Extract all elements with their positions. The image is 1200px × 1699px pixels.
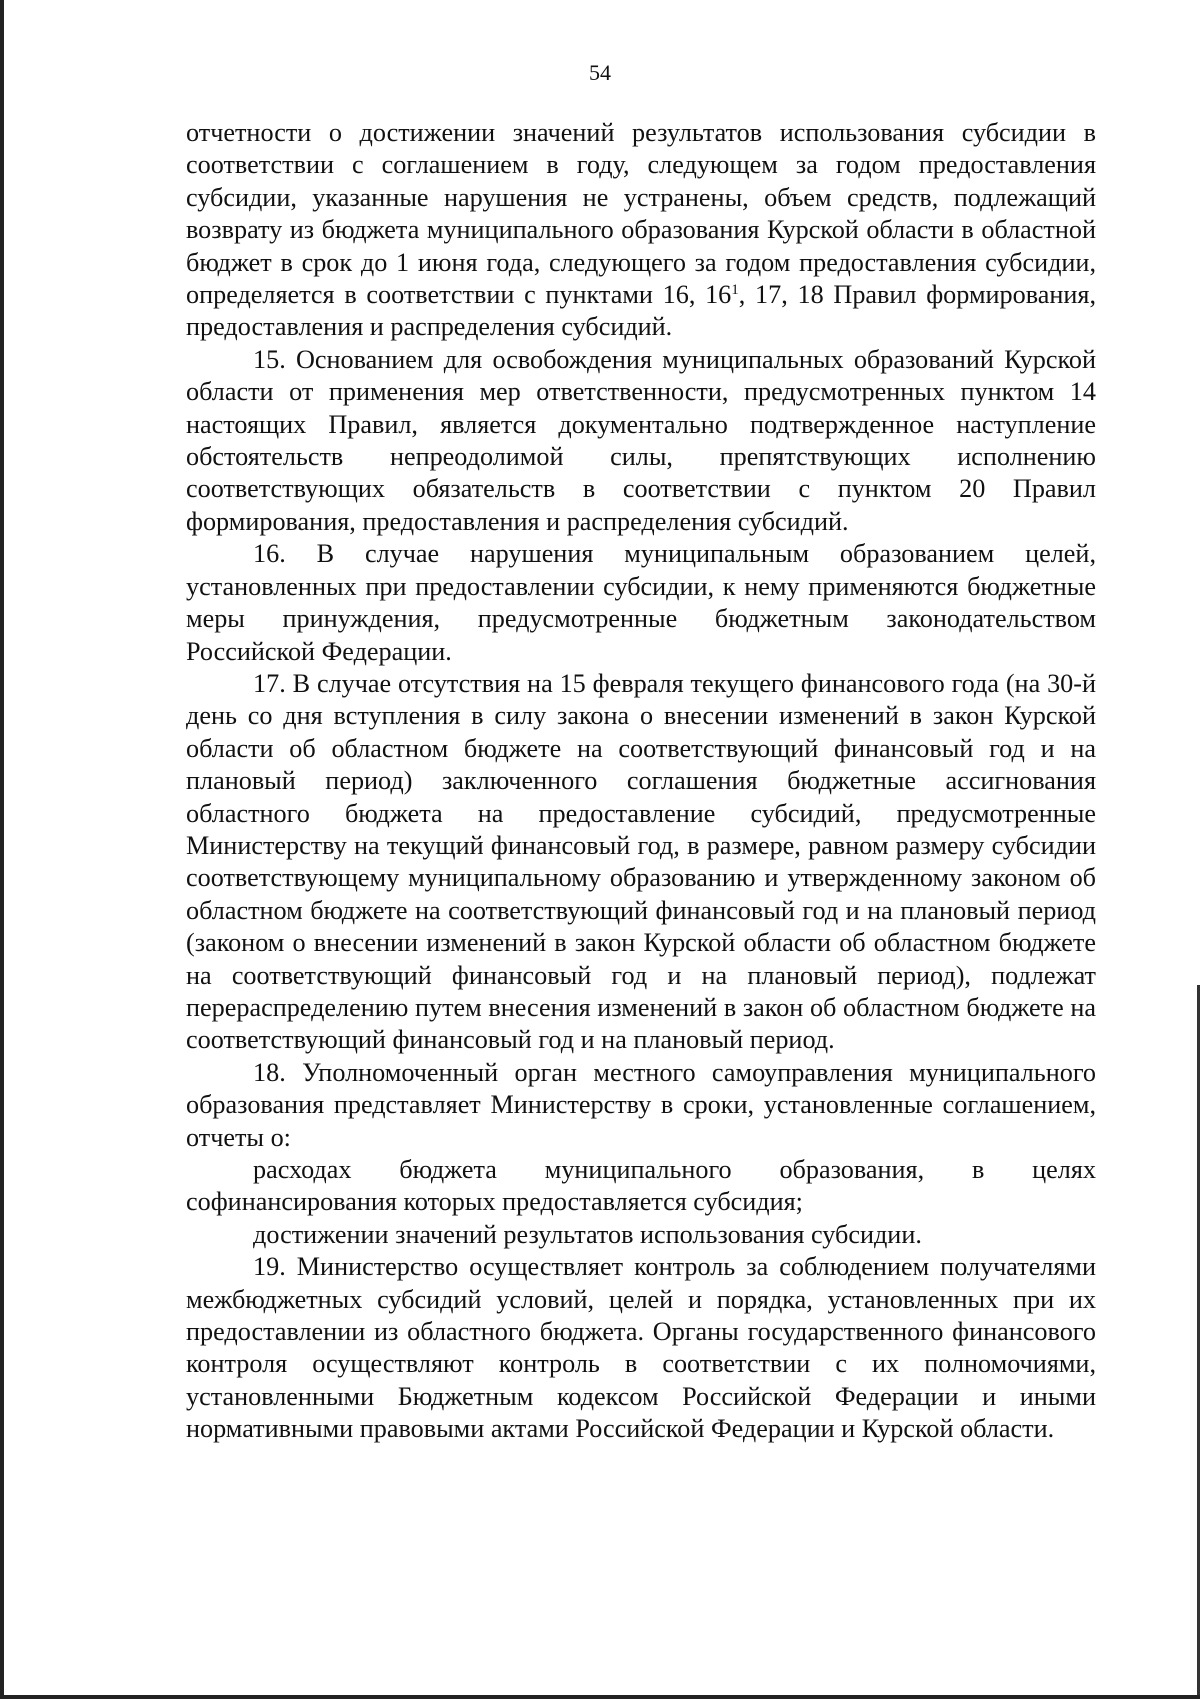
superscript-index: 1 — [731, 282, 739, 299]
paragraph-18: 18. Уполномоченный орган местного самоуправления муниципального образования представляет Министерству в сроки, установленные соглашением, отчеты о: — [186, 1057, 1096, 1152]
paragraph-text: отчетности о достижении значений результатов использования субсидии в соответствии с соглашением в году, следующем за годом предоставления субсидии, указанные нарушения не устранены, объем средств, подлежащий возврату из бюджета муниципального образования Курской области в областной бюджет в срок до 1 июня года, следующего за годом предоставления субсидии, определяется в соответствии с пунктами 16, 16 — [186, 118, 1096, 310]
page-number: 54 — [589, 60, 611, 85]
document-body — [186, 117, 1096, 1446]
paragraph-19: 19. Министерство осуществляет контроль за соблюдением получателями межбюджетных субсидий условий, целей и порядка, установленных при их предоставлении из областного бюджета. Органы государственного финансового контроля осуществляют контроль в соответствии с их полномочиями, установленными Бюджетным кодексом Российской Федерации и иными нормативными правовыми актами Российской Федерации и Курской области. — [186, 1252, 1096, 1444]
scan-border-bottom — [0, 1695, 1200, 1699]
paragraph-16: 16. В случае нарушения муниципальным образованием целей, установленных при предоставлении субсидии, к нему применяются бюджетные меры принуждения, предусмотренные бюджетным законодательством Российской Федерации. — [186, 539, 1096, 666]
paragraph-text-tail: , 17, 18 Правил формирования, предоставления и распределения субсидий. — [186, 280, 1097, 342]
scan-border-left — [0, 0, 4, 1699]
list-item-expenses: расходах бюджета муниципального образования, в целях софинансирования которых предоставляется субсидия; — [186, 1155, 1096, 1217]
paragraph-15: 15. Основанием для освобождения муниципальных образований Курской области от применения мер ответственности, предусмотренных пунктом 14 настоящих Правил, является документально подтвержденное наступление обстоятельств непреодолимой силы, препятствующих исполнению соответствующих обязательств в соответствии с пунктом 20 Правил формирования, предоставления и распределения субсидий. — [186, 344, 1096, 536]
list-item-results: достижении значений результатов использования субсидии. — [253, 1219, 922, 1249]
paragraph-17: 17. В случае отсутствия на 15 февраля текущего финансового года (на 30-й день со дня вступления в силу закона о внесении изменений в закон Курской области об областном бюджете на соответствующий финансовый год и на плановый период) заключенного соглашения бюджетные ассигнования областного бюджета на предоставление субсидий, предусмотренные Министерству на текущий финансовый год, в размере, равном размеру субсидии соответствующему муниципальному образованию и утвержденному законом об областном бюджете на соответствующий финансовый год и на плановый период (законом о внесении изменений в закон Курской области об областном бюджете на соответствующий финансовый год и на плановый период), подлежат перераспределению путем внесения изменений в закон об областном бюджете на соответствующий финансовый год и на плановый период. — [186, 668, 1096, 1055]
paragraph-continuation — [186, 117, 1096, 344]
